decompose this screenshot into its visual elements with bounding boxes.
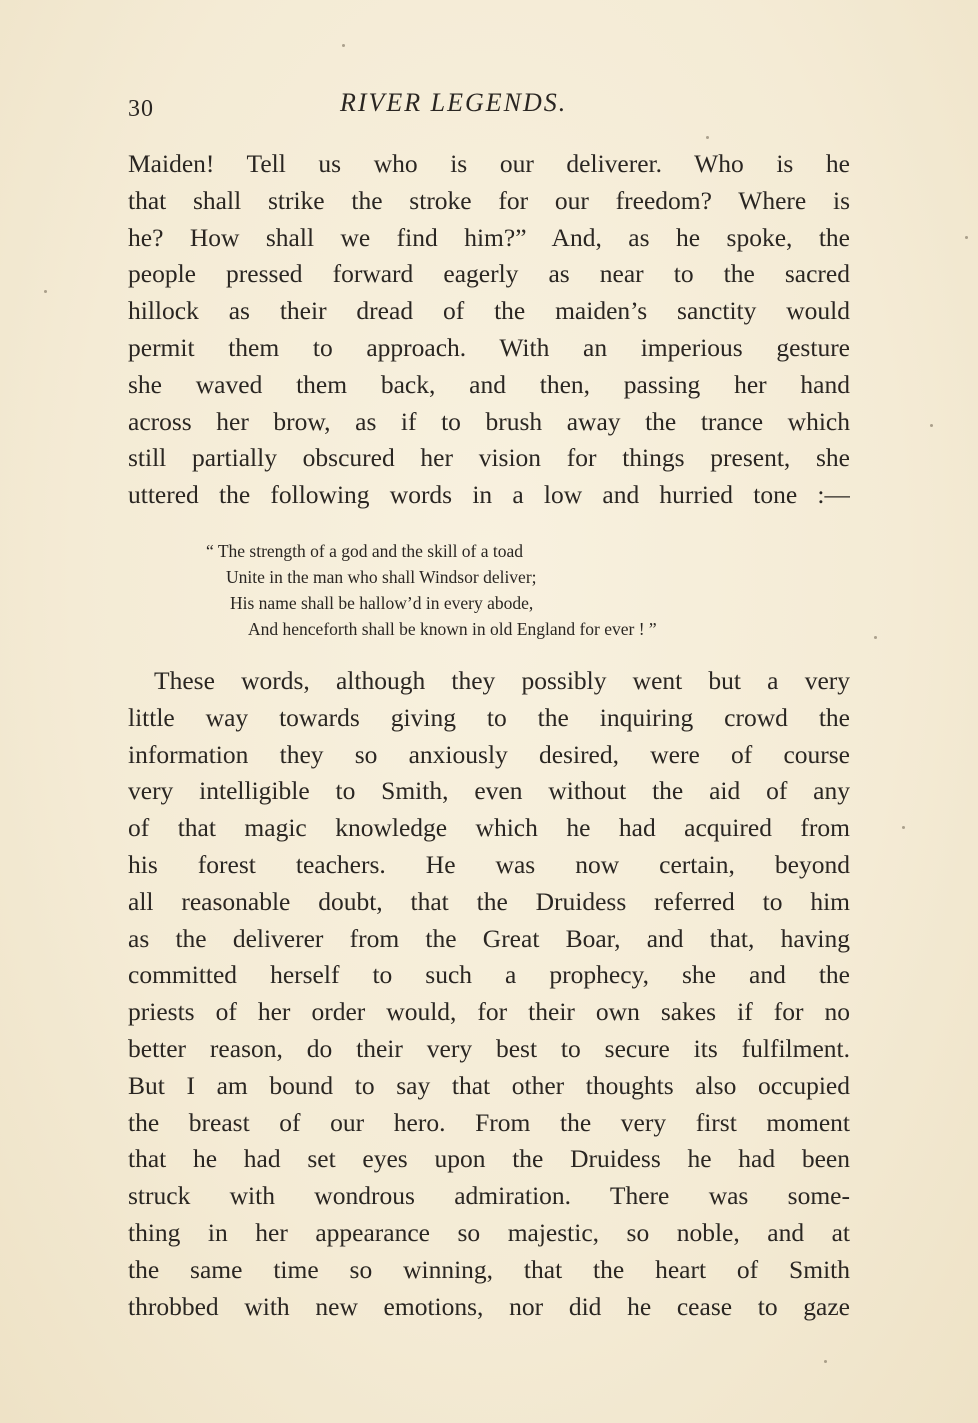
verse-line: And henceforth shall be known in old England for ever ! ” (248, 619, 657, 639)
text-line: as the deliverer from the Great Boar, and that, having (128, 923, 850, 953)
text-line: But I am bound to say that other thoughts also occupied (128, 1070, 850, 1100)
text-line: across her brow, as if to brush away the trance which (128, 406, 850, 436)
text-line: the breast of our hero. From the very first moment (128, 1107, 850, 1137)
page-number: 30 (128, 96, 154, 122)
verse-line: Unite in the man who shall Windsor deliver; (226, 567, 537, 587)
text-line: uttered the following words in a low and hurried tone :— (128, 480, 850, 510)
text-line: of that magic knowledge which he had acquired from (128, 813, 850, 843)
verse-line: “ The strength of a god and the skill of a toad (206, 541, 524, 561)
text-line: still partially obscured her vision for things present, she (128, 443, 850, 473)
text-line: These words, although they possibly went but a very (154, 666, 850, 695)
text-line: information they so anxiously desired, were of course (128, 739, 850, 769)
text-line: committed herself to such a prophecy, she and the (128, 960, 850, 990)
paragraph-1 (128, 146, 850, 514)
text-line: little way towards giving to the inquiring crowd the (128, 702, 850, 732)
paragraph-2 (128, 663, 850, 1325)
text-line: very intelligible to Smith, even without the aid of any (128, 776, 850, 806)
verse-line: His name shall be hallow’d in every abode, (230, 593, 534, 613)
text-line: better reason, do their very best to secure its fulfilment. (128, 1033, 850, 1063)
paper-speck (930, 424, 933, 427)
text-line: Maiden! Tell us who is our deliverer. Who is he (128, 149, 850, 178)
text-line: people pressed forward eagerly as near to the sacred (128, 259, 850, 289)
paper-speck (902, 826, 905, 829)
paper-speck (824, 1360, 827, 1363)
running-head: RIVER LEGENDS. (340, 88, 568, 117)
text-line: his forest teachers. He was now certain, beyond (128, 849, 850, 879)
paper-speck (342, 44, 345, 47)
text-line: all reasonable doubt, that the Druidess referred to him (128, 886, 850, 916)
text-line: hillock as their dread of the maiden’s sanctity would (128, 296, 850, 326)
page-header (128, 88, 848, 128)
text-line: that shall strike the stroke for our freedom? Where is (128, 185, 850, 215)
paper-speck (965, 236, 968, 239)
text-line: he? How shall we find him?” And, as he spoke, the (128, 222, 850, 252)
text-line: thing in her appearance so majestic, so noble, and at (128, 1217, 850, 1247)
text-line: the same time so winning, that the heart of Smith (128, 1254, 850, 1284)
text-line: she waved them back, and then, passing her hand (128, 369, 850, 399)
text-line: priests of her order would, for their own sakes if for no (128, 997, 850, 1027)
paper-speck (706, 136, 709, 139)
verse-block (206, 538, 826, 642)
text-line: throbbed with new emotions, nor did he cease to gaze (128, 1291, 850, 1321)
text-line: permit them to approach. With an imperious gesture (128, 332, 850, 362)
paper-speck (874, 636, 877, 639)
paper-speck (44, 290, 47, 293)
text-line: that he had set eyes upon the Druidess he had been (128, 1144, 850, 1174)
text-line: struck with wondrous admiration. There was some- (128, 1181, 850, 1211)
